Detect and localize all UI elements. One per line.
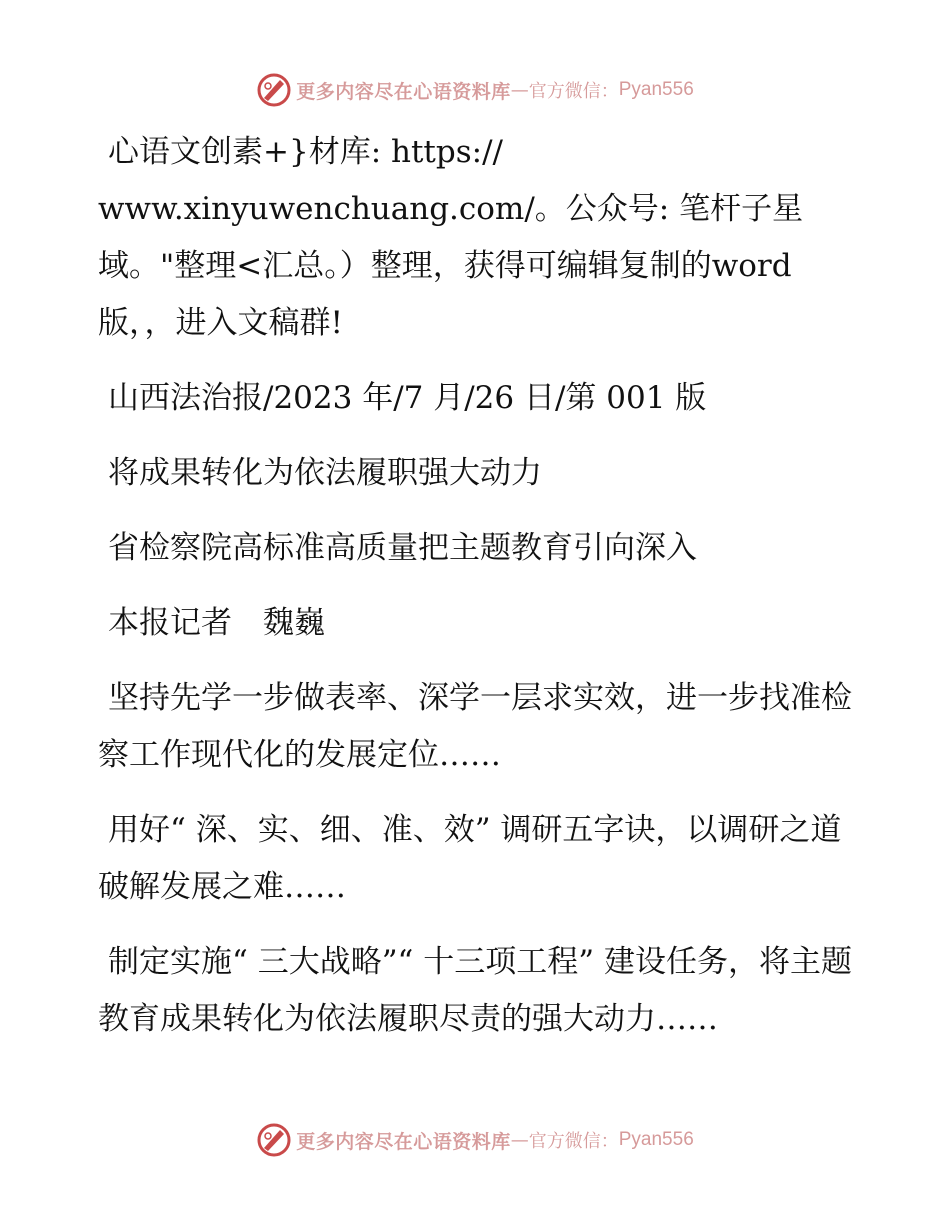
banner-wechat-id: Pyan556: [618, 1129, 694, 1150]
source-note-paragraph: 心语文创素+}材库: https:// www.xinyuwenchuang.com/。公众号: 笔杆子星域。"整理<汇总。）整理，获得可编辑复制的word版，，进入文稿群!: [98, 134, 804, 341]
watermark-banner-bottom: [0, 1118, 950, 1162]
publication-line: 山西法治报/2023 年/7 月/26 日/第 001 版: [108, 380, 707, 416]
subheadline: 省检察院高标准高质量把主题教育引向深入: [108, 530, 697, 566]
byline: 本报记者 魏巍: [108, 605, 325, 641]
banner-dash: —: [510, 79, 529, 101]
logo-icon: [256, 1122, 292, 1158]
body-paragraph-2: 用好“ 深、实、细、准、效” 调研五字诀，以调研之道破解发展之难……: [98, 812, 842, 905]
body-paragraph-3: 制定实施“ 三大战略”“ 十三项工程” 建设任务，将主题教育成果转化为依法履职尽责的强大动力……: [98, 944, 852, 1037]
banner-dash: —: [510, 1129, 529, 1151]
logo-icon: [256, 72, 292, 108]
banner-main-text: 更多内容尽在心语资料库: [296, 1130, 511, 1153]
document-body: [98, 124, 858, 1048]
headline: 将成果转化为依法履职强大动力: [108, 455, 542, 491]
body-paragraph-1: 坚持先学一步做表率、深学一层求实效，进一步找准检察工作现代化的发展定位……: [98, 680, 852, 773]
banner-main-text: 更多内容尽在心语资料库: [296, 80, 511, 103]
watermark-banner-top: [0, 68, 950, 112]
banner-wechat-label: 官方微信：: [528, 1131, 619, 1152]
banner-wechat-label: 官方微信：: [528, 81, 619, 102]
banner-wechat-id: Pyan556: [618, 79, 694, 100]
